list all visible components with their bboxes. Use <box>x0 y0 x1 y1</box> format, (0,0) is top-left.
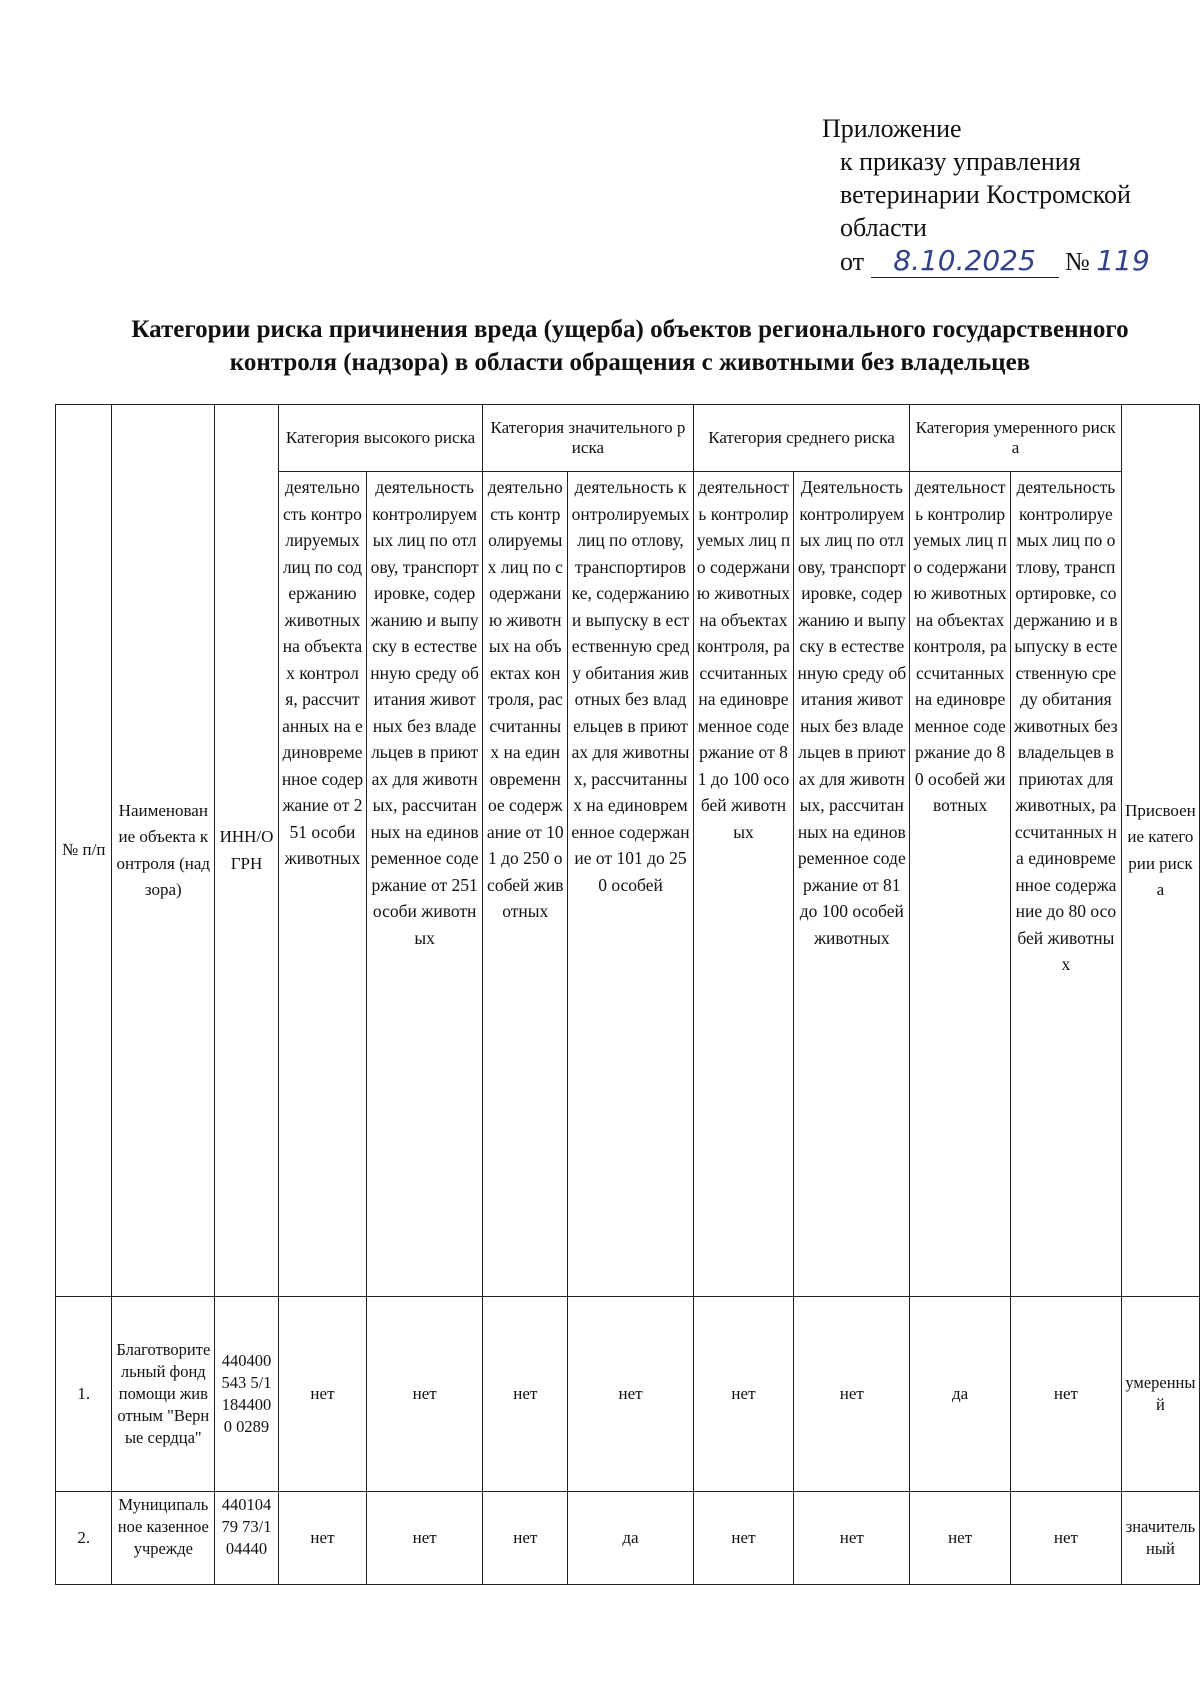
subheader-3: деятельность контролируемых лиц по содержанию животных на объектах контроля, рассчитанных на единовременное содержание от 101 до 250 особей животных <box>483 472 568 1297</box>
subheader-8: деятельность контролируемых лиц по отлову, транспортировке, содержанию и выпуску в естественную среду обитания животных без владельцев в приютах для животных, рассчитанных на единовременное содержание до 80 особей животных <box>1010 472 1121 1297</box>
row-value: нет <box>794 1492 910 1585</box>
annex-number: 119 <box>1096 244 1150 277</box>
annex-line-3: ветеринарии Костромской <box>840 180 1131 209</box>
row-num: 2. <box>56 1492 112 1585</box>
subheader-6: Деятельность контролируемых лиц по отлову, транспортировке, содержанию и выпуску в естественную среду обитания животных без владельцев в приютах для животных, рассчитанных на единовременное содержание от 81 до 100 особей животных <box>794 472 910 1297</box>
annex-date-line <box>840 244 1182 278</box>
row-value: нет <box>794 1297 910 1492</box>
row-value: нет <box>367 1297 483 1492</box>
row-value: нет <box>1010 1492 1121 1585</box>
row-name: Муниципальное казенное учрежде <box>112 1492 215 1585</box>
table-row <box>56 1492 1200 1585</box>
header-cat-moderate: Категория умеренного риска <box>910 405 1122 472</box>
row-num: 1. <box>56 1297 112 1492</box>
subheader-5: деятельность контролируемых лиц по содержанию животных на объектах контроля, рассчитанных на единовременное содержание от 81 до 100 особей животных <box>693 472 794 1297</box>
annex-date: 8.10.2025 <box>871 244 1059 278</box>
table-row <box>56 1297 1200 1492</box>
subheader-2: деятельность контролируемых лиц по отлову, транспортировке, содержанию и выпуску в естественную среду обитания животных без владельцев в приютах для животных, рассчитанных на единовременное содержание от 251 особи животных <box>367 472 483 1297</box>
row-inn: 44010479 73/104440 <box>215 1492 279 1585</box>
annex-from-label: от <box>840 247 865 276</box>
row-name: Благотворительный фонд помощи животным "Верные сердца" <box>112 1297 215 1492</box>
subheader-1: деятельность контролируемых лиц по содержанию животных на объектах контроля, рассчитанных на единовременное содержание от 251 особи животных <box>278 472 366 1297</box>
row-value: нет <box>693 1492 794 1585</box>
annex-line-1: Приложение <box>822 114 962 143</box>
row-inn: 440400543 5/11844000 0289 <box>215 1297 279 1492</box>
header-name: Наименование объекта контроля (надзора) <box>112 405 215 1297</box>
annex-line-4: области <box>840 213 927 242</box>
header-num: № п/п <box>56 405 112 1297</box>
row-value: нет <box>278 1297 366 1492</box>
subheader-4: деятельность контролируемых лиц по отлову, транспортировке, содержанию и выпуску в естественную среду обитания животных без владельцев в приютах для животных, рассчитанных на единовременное содержание от 101 до 250 особей <box>568 472 693 1297</box>
row-value: нет <box>568 1297 693 1492</box>
document-title: Категории риска причинения вреда (ущерба) объектов регионального государственного контроля (надзора) в области обращения с животными без владельцев <box>131 316 1129 376</box>
header-cat-medium: Категория среднего риска <box>693 405 910 472</box>
row-category: умеренный <box>1121 1297 1199 1492</box>
row-value: нет <box>367 1492 483 1585</box>
risk-category-table <box>55 404 1200 1585</box>
annex-line-2: к приказу управления <box>840 147 1081 176</box>
header-inn: ИНН/ОГРН <box>215 405 279 1297</box>
subheader-7: деятельность контролируемых лиц по содержанию животных на объектах контроля, рассчитанных на единовременное содержание до 80 особей животных <box>910 472 1011 1297</box>
header-cat-high: Категория высокого риска <box>278 405 482 472</box>
row-value: нет <box>910 1492 1011 1585</box>
row-value: да <box>910 1297 1011 1492</box>
row-value: нет <box>1010 1297 1121 1492</box>
row-value: да <box>568 1492 693 1585</box>
row-category: значительный <box>1121 1492 1199 1585</box>
header-assigned: Присвоение категории риска <box>1121 405 1199 1297</box>
header-cat-significant: Категория значительного риска <box>483 405 694 472</box>
row-value: нет <box>693 1297 794 1492</box>
row-value: нет <box>278 1492 366 1585</box>
annex-block <box>822 112 1182 278</box>
row-value: нет <box>483 1492 568 1585</box>
annex-number-label: № <box>1065 247 1090 276</box>
row-value: нет <box>483 1297 568 1492</box>
